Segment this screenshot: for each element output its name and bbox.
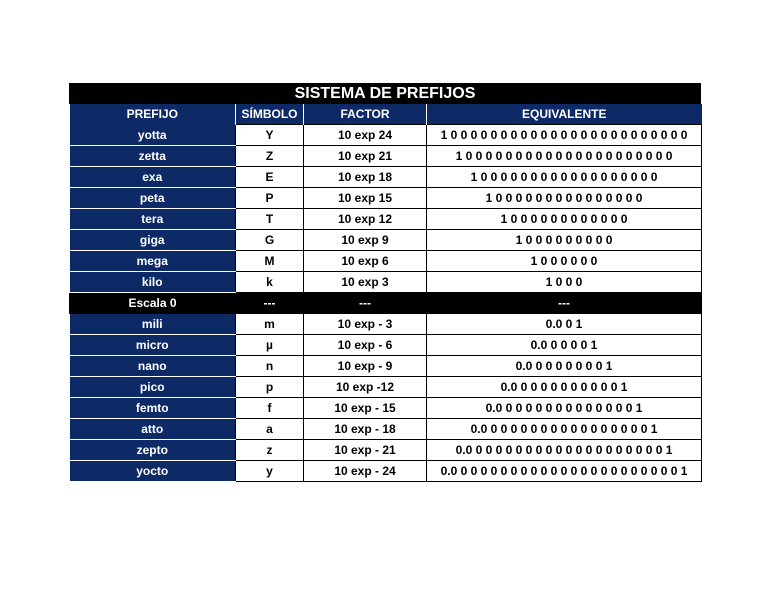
factor-cell: 10 exp - 18 (304, 419, 427, 440)
equivalent-cell: 0.0 0 0 0 0 0 0 0 1 (427, 356, 702, 377)
equivalent-cell: 0.0 0 0 0 0 0 0 0 0 0 0 1 (427, 377, 702, 398)
factor-cell: 10 exp - 6 (304, 335, 427, 356)
table-row (70, 230, 702, 251)
prefix-cell: yotta (70, 125, 236, 146)
factor-cell: 10 exp 15 (304, 188, 427, 209)
prefix-table-sheet (69, 83, 701, 482)
table-row (70, 419, 702, 440)
equivalent-cell: 1 0 0 0 0 0 0 0 0 0 (427, 230, 702, 251)
prefix-cell: yocto (70, 461, 236, 482)
prefix-cell: femto (70, 398, 236, 419)
factor-cell: 10 exp - 21 (304, 440, 427, 461)
factor-cell: 10 exp 18 (304, 167, 427, 188)
symbol-cell: p (236, 377, 304, 398)
prefix-cell: micro (70, 335, 236, 356)
table-row (70, 356, 702, 377)
table-row (70, 440, 702, 461)
header-symbol: SÍMBOLO (236, 104, 304, 125)
equivalent-cell: 1 0 0 0 (427, 272, 702, 293)
symbol-cell: P (236, 188, 304, 209)
symbol-cell: µ (236, 335, 304, 356)
table-row (70, 167, 702, 188)
factor-cell: 10 exp 21 (304, 146, 427, 167)
table-row (70, 272, 702, 293)
prefix-cell: nano (70, 356, 236, 377)
table-row (70, 377, 702, 398)
factor-cell: 10 exp - 3 (304, 314, 427, 335)
symbol-cell: T (236, 209, 304, 230)
symbol-cell: G (236, 230, 304, 251)
prefix-cell: kilo (70, 272, 236, 293)
prefix-cell: Escala 0 (70, 293, 236, 314)
symbol-cell: k (236, 272, 304, 293)
equivalent-cell: 0.0 0 1 (427, 314, 702, 335)
prefix-table (69, 104, 702, 482)
factor-cell: 10 exp 6 (304, 251, 427, 272)
symbol-cell: E (236, 167, 304, 188)
factor-cell: 10 exp 12 (304, 209, 427, 230)
symbol-cell: n (236, 356, 304, 377)
table-row-scale-zero (70, 293, 702, 314)
symbol-cell: Y (236, 125, 304, 146)
equivalent-cell: 0.0 0 0 0 0 0 0 0 0 0 0 0 0 0 0 0 0 0 0 0 0 0 0 1 (427, 461, 702, 482)
table-body (70, 125, 702, 482)
equivalent-cell: 0.0 0 0 0 0 1 (427, 335, 702, 356)
table-title: SISTEMA DE PREFIJOS (69, 83, 701, 104)
equivalent-cell: --- (427, 293, 702, 314)
factor-cell: 10 exp - 15 (304, 398, 427, 419)
symbol-cell: M (236, 251, 304, 272)
table-row (70, 146, 702, 167)
table-row (70, 398, 702, 419)
equivalent-cell: 1 0 0 0 0 0 0 0 0 0 0 0 0 0 0 0 (427, 188, 702, 209)
symbol-cell: z (236, 440, 304, 461)
prefix-cell: zepto (70, 440, 236, 461)
table-row (70, 125, 702, 146)
symbol-cell: f (236, 398, 304, 419)
prefix-cell: giga (70, 230, 236, 251)
prefix-cell: peta (70, 188, 236, 209)
header-prefix: PREFIJO (70, 104, 236, 125)
equivalent-cell: 0.0 0 0 0 0 0 0 0 0 0 0 0 0 0 1 (427, 398, 702, 419)
table-row (70, 251, 702, 272)
symbol-cell: y (236, 461, 304, 482)
factor-cell: 10 exp - 9 (304, 356, 427, 377)
equivalent-cell: 1 0 0 0 0 0 0 0 0 0 0 0 0 (427, 209, 702, 230)
table-row (70, 314, 702, 335)
factor-cell: --- (304, 293, 427, 314)
table-row (70, 335, 702, 356)
table-row (70, 188, 702, 209)
table-row (70, 209, 702, 230)
symbol-cell: Z (236, 146, 304, 167)
factor-cell: 10 exp 24 (304, 125, 427, 146)
header-equivalent: EQUIVALENTE (427, 104, 702, 125)
equivalent-cell: 1 0 0 0 0 0 0 (427, 251, 702, 272)
factor-cell: 10 exp 9 (304, 230, 427, 251)
symbol-cell: a (236, 419, 304, 440)
equivalent-cell: 0.0 0 0 0 0 0 0 0 0 0 0 0 0 0 0 0 0 1 (427, 419, 702, 440)
prefix-cell: exa (70, 167, 236, 188)
prefix-cell: mili (70, 314, 236, 335)
equivalent-cell: 1 0 0 0 0 0 0 0 0 0 0 0 0 0 0 0 0 0 0 0 0 0 0 0 0 (427, 125, 702, 146)
header-row (70, 104, 702, 125)
prefix-cell: pico (70, 377, 236, 398)
factor-cell: 10 exp - 24 (304, 461, 427, 482)
prefix-cell: mega (70, 251, 236, 272)
equivalent-cell: 1 0 0 0 0 0 0 0 0 0 0 0 0 0 0 0 0 0 0 (427, 167, 702, 188)
symbol-cell: --- (236, 293, 304, 314)
table-row (70, 461, 702, 482)
factor-cell: 10 exp -12 (304, 377, 427, 398)
prefix-cell: tera (70, 209, 236, 230)
prefix-cell: zetta (70, 146, 236, 167)
header-factor: FACTOR (304, 104, 427, 125)
equivalent-cell: 0.0 0 0 0 0 0 0 0 0 0 0 0 0 0 0 0 0 0 0 0 1 (427, 440, 702, 461)
factor-cell: 10 exp 3 (304, 272, 427, 293)
equivalent-cell: 1 0 0 0 0 0 0 0 0 0 0 0 0 0 0 0 0 0 0 0 0 0 (427, 146, 702, 167)
prefix-cell: atto (70, 419, 236, 440)
symbol-cell: m (236, 314, 304, 335)
